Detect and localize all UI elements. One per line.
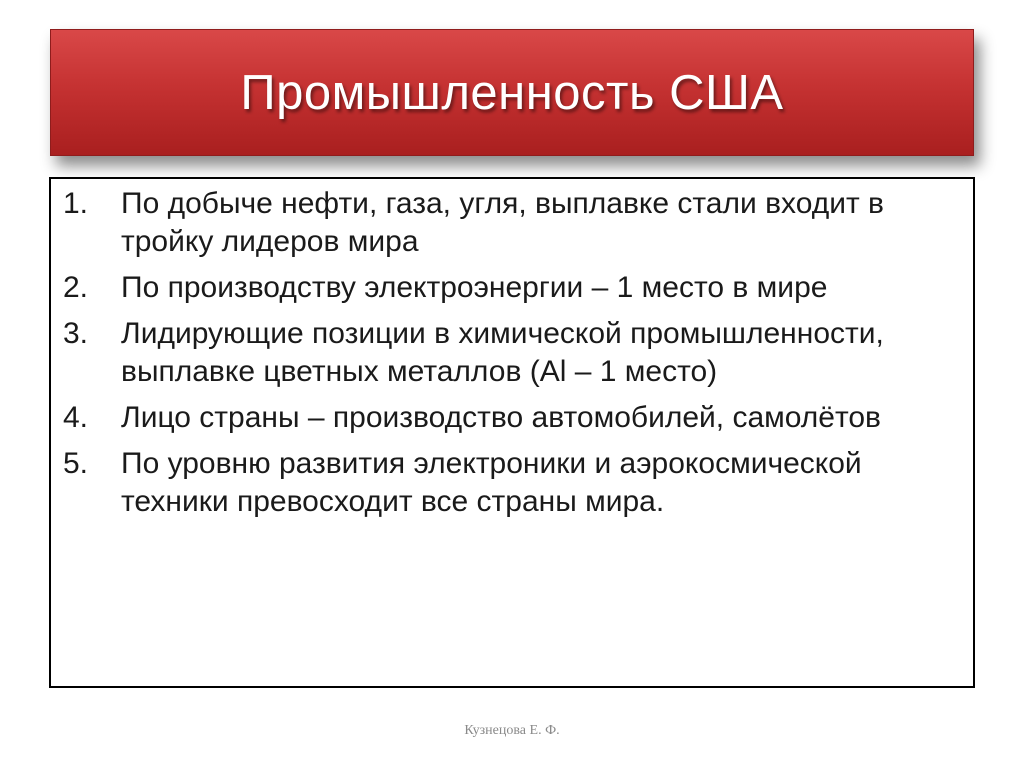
list-item [63,269,943,307]
list-item-text: По уровню развития электроники и аэрокосмической техники превосходит все страны мира. [121,447,862,518]
author-footer: Кузнецова Е. Ф. [464,723,560,738]
list-item [63,399,943,437]
list-item-text: По добыче нефти, газа, угля, выплавке стали входит в тройку лидеров мира [121,187,884,258]
list-item [63,445,943,521]
list-item-number: 5. [63,447,89,480]
list-item-number: 4. [63,401,89,434]
list-item-text: Лидирующие позиции в химической промышленности, выплавке цветных металлов (Al – 1 место) [121,317,884,388]
list-item [63,315,943,391]
slide-title: Промышленность США [240,65,784,120]
list-item-number: 1. [63,187,89,220]
list-item-text: По производству электроэнергии – 1 место в мире [121,271,828,304]
list-item-text: Лицо страны – производство автомобилей, самолётов [121,401,881,434]
content-box [49,177,975,688]
list-item [63,185,943,261]
list-item-number: 3. [63,317,89,350]
list-item-number: 2. [63,271,89,304]
title-banner [50,29,974,156]
